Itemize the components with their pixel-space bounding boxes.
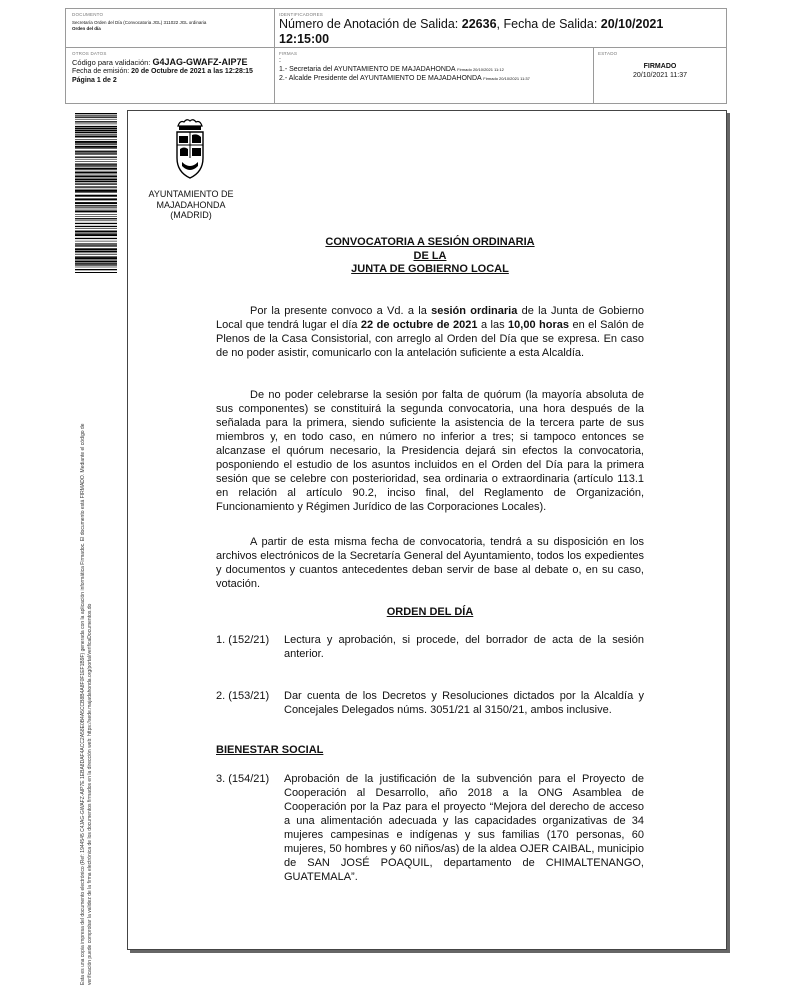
barcode-bar xyxy=(75,221,117,222)
barcode-bar xyxy=(75,216,117,217)
paragraph-quorum: De no poder celebrarse la sesión por falta de quórum (la mayoría absoluta de sus componentes) se constituirá la segunda convocatoria, una hora después de la señalada para la primera, siendo suficiente la asistencia de la tercera parte de sus miembros y, en todo caso, en número no inferior a tres; si tampoco entonces se alcanzase el quórum necesario, la Presidencia dejará sin efectos la convocatoria, posponiendo el estudio de los asuntos incluidos en el Orden del Día para la primera sesión que se celebre con posterioridad, sea ordinaria o extraordinaria (artículo 113.1 en relación al artículo 90.2, inciso final, del Reglamento de Organización, Funcionamiento y Régimen Jurídico de las Corporaciones Locales). xyxy=(216,389,644,513)
barcode-bar xyxy=(75,251,117,252)
barcode-bar xyxy=(75,192,117,193)
barcode-bar xyxy=(75,264,117,265)
firma-1: 1.- Secretaria del AYUNTAMIENTO DE MAJADAHONDA Firmado 20/10/2021 11:12 xyxy=(279,66,504,73)
estado-date: 20/10/2021 11:37 xyxy=(633,72,687,79)
barcode-bar xyxy=(75,234,117,236)
identificadores-label: IDENTIFICADORES xyxy=(279,12,324,17)
barcode-bar xyxy=(75,183,117,184)
barcode-bar xyxy=(75,113,117,114)
barcode-bar xyxy=(75,248,117,250)
barcode-bar xyxy=(75,132,117,133)
barcode-bar xyxy=(75,243,117,244)
barcode-bar xyxy=(75,146,117,148)
anotacion-time: 12:15:00 xyxy=(279,32,330,46)
title-line1: CONVOCATORIA A SESIÓN ORDINARIA xyxy=(325,236,535,248)
fecha-emision: Fecha de emisión: 20 de Octubre de 2021 a las 12:28:15 xyxy=(72,68,253,75)
estado-cell xyxy=(598,51,722,80)
side-text-line2: verificación puede comprobar la validez de la firma electrónica de los documentos firmados en la dirección web: https://sede.majadahonda.org/portal/verificaDocumentos.do xyxy=(86,603,93,985)
barcode-bar xyxy=(75,124,117,125)
ayuntamiento-name xyxy=(135,189,247,221)
barcode-bar xyxy=(75,238,117,239)
barcode-bar xyxy=(75,260,117,261)
barcode-bar xyxy=(75,186,117,187)
estado-label: ESTADO xyxy=(598,51,618,56)
barcode-bar xyxy=(75,245,117,246)
barcode-bar xyxy=(75,267,117,268)
title-line2: DE LA xyxy=(413,249,447,262)
barcode-bar xyxy=(75,214,117,215)
barcode-bar xyxy=(75,195,117,197)
barcode-bar xyxy=(75,174,117,175)
barcode-bar xyxy=(75,253,117,254)
org-line3: (MADRID) xyxy=(170,210,212,220)
barcode-bar xyxy=(75,223,117,224)
anotacion-text: Número de Anotación de Salida: 22636, Fecha de Salida: 20/10/2021 xyxy=(279,17,664,31)
barcode-bar xyxy=(75,205,117,206)
barcode-bar xyxy=(75,256,117,257)
barcode-bar xyxy=(75,119,117,120)
barcode-bar xyxy=(75,190,117,192)
documento-cell xyxy=(72,12,272,32)
documento-line2: Orden del día xyxy=(72,26,101,31)
majadahonda-crest-icon xyxy=(170,118,210,182)
barcode-bar xyxy=(75,244,117,245)
barcode-bar xyxy=(75,159,117,160)
barcode-bar xyxy=(75,136,117,138)
org-line2: MAJADAHONDA xyxy=(156,199,226,210)
barcode-bar xyxy=(75,128,117,129)
identificadores-cell xyxy=(279,12,719,47)
org-line1: AYUNTAMIENTO DE xyxy=(148,189,234,199)
barcode-bar xyxy=(75,257,117,259)
verification-side-text xyxy=(80,295,93,985)
barcode-bar xyxy=(75,168,117,170)
agenda-item xyxy=(216,772,644,884)
barcode-bar xyxy=(75,139,117,140)
document-title xyxy=(230,236,630,277)
side-text-line1: Esta es una copia impresa del documento electrónico (Ref: 1944545 C4JAG-GWAFZ-AIP7E 1EBA8DAF4ACC2A58E0B4A5CCB8B4A8F0F1EF1B9F) generada con la aplicación informática Firmadoc. El documento está FIRMADO. Mediante el código de xyxy=(80,423,86,985)
agenda-item-number: 1. (152/21) xyxy=(216,634,270,646)
barcode-bar xyxy=(75,161,117,162)
barcode-bar xyxy=(75,218,117,219)
barcode-bar xyxy=(75,263,117,264)
pagina-info: Página 1 de 2 xyxy=(72,77,117,84)
barcode-bar xyxy=(75,143,117,144)
barcode-bar xyxy=(75,241,117,242)
barcode-bar xyxy=(75,157,117,158)
barcode-bar xyxy=(75,226,117,227)
barcode-bar xyxy=(75,261,117,262)
barcode-bar xyxy=(75,148,117,149)
barcode-bar xyxy=(75,126,117,127)
firmas-label: FIRMAS xyxy=(279,51,298,56)
barcode-image xyxy=(75,113,117,273)
otros-label: OTROS DATOS xyxy=(72,51,107,56)
agenda-item-text: Dar cuenta de los Decretos y Resoluciones dictados por la Alcaldía y Concejales Delegados núms. 3051/21 al 3150/21, ambos inclusive. xyxy=(284,690,644,716)
barcode-bar xyxy=(75,152,117,153)
barcode-bar xyxy=(75,272,117,273)
barcode-bar xyxy=(75,231,117,233)
documento-line1: Secretaría Orden del Día (Convocatoria JGL) 311022 JGL ordinaria xyxy=(72,20,207,25)
firmas-cell xyxy=(279,51,589,83)
barcode-bar xyxy=(75,254,117,255)
barcode-bar xyxy=(75,164,117,165)
barcode-bar xyxy=(75,269,117,270)
barcode-bar xyxy=(75,228,117,229)
agenda-item-number: 2. (153/21) xyxy=(216,690,270,702)
firma-2: 2.- Alcalde Presidente del AYUNTAMIENTO DE MAJADAHONDA Firmado 20/10/2021 11:37 xyxy=(279,75,530,82)
signature-header xyxy=(65,8,727,104)
barcode-bar xyxy=(75,189,117,190)
paragraph-convocatoria: Por la presente convoco a Vd. a la sesión ordinaria de la Junta de Gobierno Local que tendrá lugar el día 22 de octubre de 2021 a las 10,00 horas en el Salón de Plenos de la Casa Consistorial, con arreglo al Orden del Día que se expresa. En caso de no poder asistir, comunicarlo con la antelación suficiente a esta Alcaldía. xyxy=(216,305,645,359)
barcode-bar xyxy=(75,210,117,212)
firmas-colon: : xyxy=(279,57,281,64)
barcode-bar xyxy=(75,181,117,182)
agenda-item xyxy=(216,633,644,661)
barcode-bar xyxy=(75,115,117,116)
barcode-bar xyxy=(75,172,117,173)
barcode-bar xyxy=(75,202,117,204)
barcode-bar xyxy=(75,151,117,152)
barcode-bar xyxy=(75,233,117,234)
barcode-bar xyxy=(75,198,117,200)
barcode-bar xyxy=(75,165,117,166)
estado-value: FIRMADO xyxy=(643,63,677,70)
barcode-bar xyxy=(75,117,117,118)
agenda-item-text: Lectura y aprobación, si procede, del borrador de acta de la sesión anterior. xyxy=(284,634,644,660)
barcode-bar xyxy=(75,134,117,135)
codigo-validacion: Código para validación: G4JAG-GWAFZ-AIP7E xyxy=(72,57,248,67)
title-line3: JUNTA DE GOBIERNO LOCAL xyxy=(351,263,509,275)
barcode-bar xyxy=(75,175,117,177)
agenda-item xyxy=(216,689,644,717)
section-bienestar-social: BIENESTAR SOCIAL xyxy=(216,744,324,756)
barcode-bar xyxy=(75,171,117,172)
barcode-bar xyxy=(75,130,117,132)
documento-label: DOCUMENTO xyxy=(72,12,104,17)
orden-del-dia-title: ORDEN DEL DÍA xyxy=(386,606,474,618)
otros-datos-cell xyxy=(72,51,272,85)
barcode-bar xyxy=(75,121,117,122)
barcode-bar xyxy=(75,209,117,210)
barcode-bar xyxy=(75,141,117,143)
agenda-item-text: Aprobación de la justificación de la subvención para el Proyecto de Cooperación al Desarrollo, año 2018 a la ONG Asamblea de Cooperación por la Paz para el proyecto “Mejora del derecho de acceso a una alimentación adecuada y las capacidades organizativas de 34 mujeres campesinas e indígenas y sus familias (170 personas, 60 mujeres, 50 hombres y 60 niños/as) de la aldea OJER CAIBAL, municipio de SAN JOSÉ POAQUIL, departamento de CHIMALTENANGO, GUATEMALA”. xyxy=(284,773,644,883)
paragraph-archivos: A partir de esta misma fecha de convocatoria, tendrá a su disposición en los archivos electrónicos de la Secretaría General del Ayuntamiento, todos los expedientes y documentos y cuantos antecedentes deban servir de base al debate o, en su caso, votación. xyxy=(216,536,644,590)
barcode-bar xyxy=(75,207,117,208)
barcode-bar xyxy=(75,179,117,181)
barcode-bar xyxy=(75,154,117,155)
agenda-item-number: 3. (154/21) xyxy=(216,773,270,785)
